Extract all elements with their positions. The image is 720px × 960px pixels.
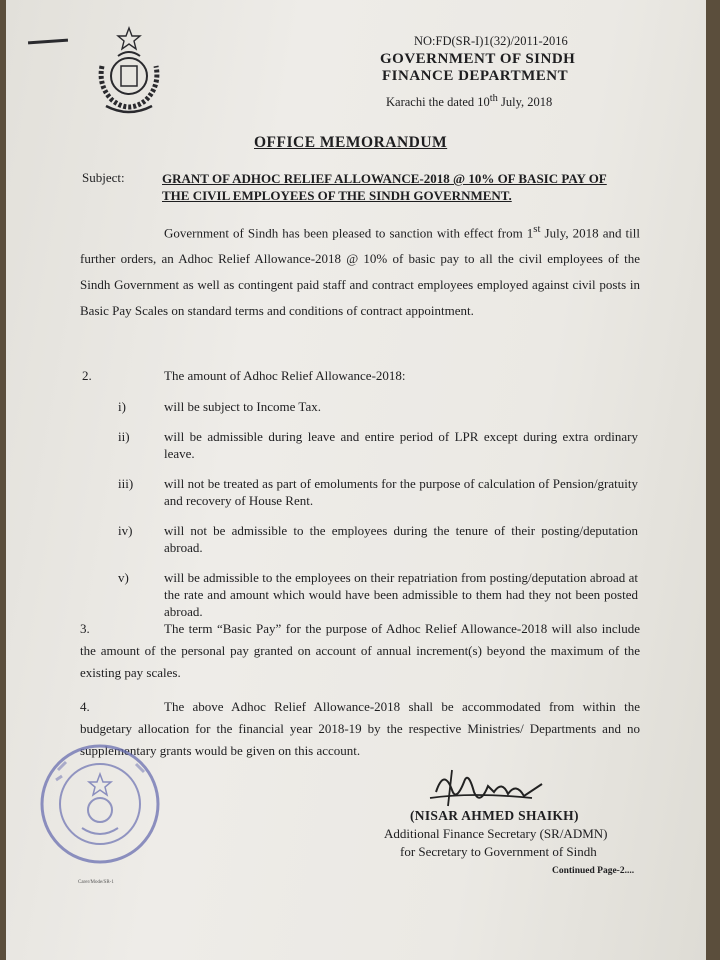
paragraph-1: Government of Sindh has been pleased to sanction with effect from 1st July, 2018 and till further orders, an Adhoc Relief Allowance-2018 @ 10% of basic pay to all the civil employees of the Sindh Government as well as contingent paid staff and contract employees employed against civil posts in Basic Pay Scales on standard terms and conditions of contract appointment.: [80, 223, 640, 319]
subject-label: Subject:: [82, 170, 125, 185]
paragraph-3: 3. The term “Basic Pay” for the purpose of Adhoc Relief Allowance-2018 will also include the amount of the personal pay granted on account of annual increment(s) beyond the maximum of the existing pay scales.: [80, 621, 640, 680]
paragraph-2-text: The amount of Adhoc Relief Allowance-2018:: [164, 368, 406, 383]
memo-title: OFFICE MEMORANDUM: [254, 134, 448, 151]
signatory-for-line: for Secretary to Government of Sindh: [400, 844, 597, 859]
sindh-emblem-icon: [88, 26, 170, 116]
reference-number: NO:FD(SR-I)1(32)/2011-2016: [414, 34, 568, 48]
issue-date: Karachi the dated 10th July, 2018: [386, 93, 553, 110]
signatory-block: [384, 808, 654, 860]
paragraph-4: 4. The above Adhoc Relief Allowance-2018 shall be accommodated from within the budgetary allocation for the financial year 2018-19 by the respective Ministries/ Departments and no supplementary grants would be given on this account.: [80, 699, 640, 758]
continued-note: Continued Page-2....: [552, 866, 635, 876]
letterhead: [366, 34, 616, 110]
footer-code: Carer/Mode/SR-1: [78, 880, 114, 885]
allowance-conditions-list: [118, 398, 638, 633]
list-item: i) will be subject to Income Tax.: [118, 399, 321, 414]
memorandum-page: [6, 0, 706, 960]
department-name: FINANCE DEPARTMENT: [382, 68, 569, 84]
subject-text: GRANT OF ADHOC RELIEF ALLOWANCE-2018 @ 10% OF BASIC PAY OF THE CIVIL EMPLOYEES OF THE SINDH GOVERNMENT.: [162, 171, 607, 203]
list-item: iii) will not be treated as part of emoluments for the purpose of calculation of Pension/gratuity and recovery of House Rent.: [118, 476, 638, 508]
signatory-name: (NISAR AHMED SHAIKH): [410, 808, 579, 823]
margin-dash-mark: [28, 39, 68, 45]
list-item: ii) will be admissible during leave and entire period of LPR except during extra ordinary leave.: [118, 429, 638, 461]
signatory-designation: Additional Finance Secretary (SR/ADMN): [384, 826, 608, 841]
government-name: GOVERNMENT OF SINDH: [380, 51, 576, 67]
list-item: v) will be admissible to the employees on their repatriation from posting/deputation abroad at the rate and amount which would have been admissible to them had they not been posted abroad.: [118, 570, 638, 619]
finance-department-stamp-icon: [36, 740, 164, 868]
paragraph-2-number: 2.: [82, 368, 92, 383]
list-item: iv) will not be admissible to the employees during the tenure of their posting/deputation abroad.: [118, 523, 638, 555]
signature-icon: [422, 762, 562, 814]
